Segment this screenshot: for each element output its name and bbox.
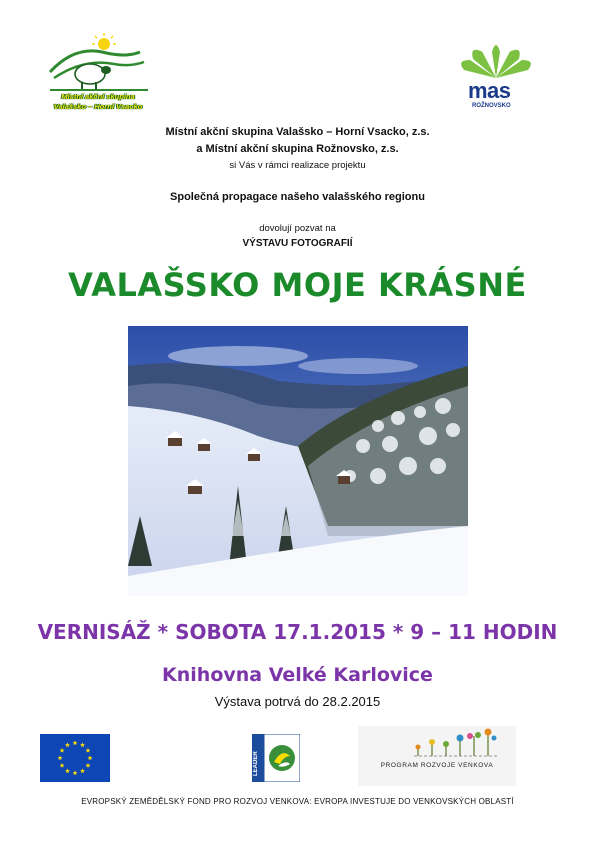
page-title: VALAŠSKO MOJE KRÁSNÉ <box>68 266 527 304</box>
eu-star <box>65 742 70 747</box>
winter-landscape-photo <box>128 326 468 596</box>
eu-star <box>60 763 65 768</box>
sprouts-icon <box>358 726 516 760</box>
eu-star <box>80 742 85 747</box>
eu-star <box>65 768 70 773</box>
eu-star <box>73 740 78 745</box>
eu-star <box>86 748 91 753</box>
exhibition-duration: Výstava potrvá do 28.2.2015 <box>214 694 381 709</box>
eu-star <box>58 755 63 760</box>
eu-star <box>73 770 78 775</box>
leader-logo <box>252 734 300 782</box>
sheep-sun-icon <box>44 32 154 94</box>
vernissage-info: VERNISÁŽ * SOBOTA 17.1.2015 * 9 – 11 HODIN <box>37 620 558 644</box>
intro-line: si Vás v rámci realizace projektu <box>229 160 366 171</box>
prv-label: PROGRAM ROZVOJE VENKOVA <box>380 762 494 769</box>
logo-left-caption-2: Valašsko – Horní Vsacko <box>53 102 143 111</box>
eu-star <box>80 768 85 773</box>
project-name: Společná propagace našeho valašského regionu <box>170 191 425 203</box>
venue-name: Knihovna Velké Karlovice <box>162 664 433 686</box>
organizer-line-2: a Místní akční skupina Rožnovsko, z.s. <box>196 143 399 155</box>
mas-logo-subtext: ROŽNOVSKO <box>472 103 511 109</box>
mas-roznovsko-logo <box>452 36 540 118</box>
mas-logo-text: mas <box>468 78 511 103</box>
invite-line: dovolují pozvat na <box>259 223 336 234</box>
eu-star <box>60 748 65 753</box>
event-type: VÝSTAVU FOTOGRAFIÍ <box>242 238 353 249</box>
organizer-line-1: Místní akční skupina Valašsko – Horní Vsacko, z.s. <box>165 126 430 138</box>
logo-left-caption-1: Místní akční skupina <box>61 92 135 101</box>
eu-star <box>88 755 93 760</box>
eu-flag-icon <box>40 734 110 782</box>
leaf-icon <box>452 36 540 80</box>
eu-star <box>86 763 91 768</box>
mas-valassko-logo <box>44 32 154 116</box>
prv-logo <box>358 726 516 786</box>
footer-text: EVROPSKÝ ZEMĚDĚLSKÝ FOND PRO ROZVOJ VENKOVA: EVROPA INVESTUJE DO VENKOVSKÝCH OBLASTÍ <box>81 797 514 806</box>
leader-logo-text: LEADER <box>253 751 259 776</box>
